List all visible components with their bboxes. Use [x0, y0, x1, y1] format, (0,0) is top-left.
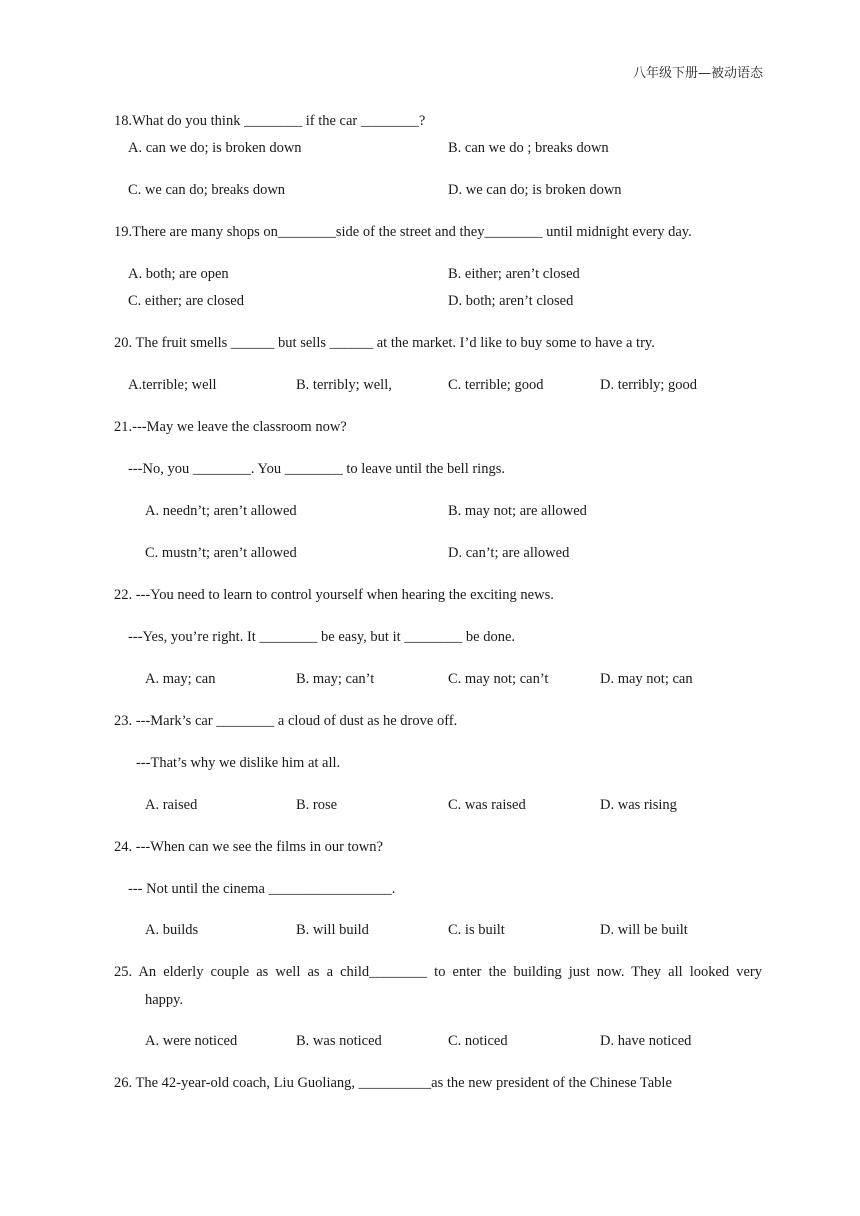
question-18-stem: 18.What do you think ________ if the car ________?: [114, 113, 426, 129]
question-21-option-a: A. needn’t; aren’t allowed: [145, 503, 297, 519]
question-18-option-d: D. we can do; is broken down: [448, 182, 622, 198]
question-25-continuation: happy.: [145, 992, 184, 1008]
question-20-option-c: C. terrible; good: [448, 377, 544, 393]
question-21-option-c: C. mustn’t; aren’t allowed: [145, 545, 297, 561]
question-25-option-d: D. have noticed: [600, 1033, 692, 1049]
page-header: 八年级下册—被动语态: [632, 66, 763, 81]
question-24-reply: --- Not until the cinema _________________.: [128, 881, 396, 897]
question-18-option-c: C. we can do; breaks down: [128, 182, 286, 198]
question-22-stem: 22. ---You need to learn to control yourself when hearing the exciting news.: [114, 587, 554, 603]
question-18-option-b: B. can we do ; breaks down: [448, 140, 609, 156]
question-23-option-b: B. rose: [296, 797, 338, 813]
question-23-reply: ---That’s why we dislike him at all.: [136, 755, 341, 771]
question-25-stem: 25. An elderly couple as well as a child________ to enter the building just now. They all looked very: [114, 964, 762, 980]
question-23-option-d: D. was rising: [600, 797, 677, 813]
question-25-option-b: B. was noticed: [296, 1033, 382, 1049]
question-20-option-d: D. terribly; good: [600, 377, 698, 393]
question-24-option-b: B. will build: [296, 922, 369, 938]
question-22-reply: ---Yes, you’re right. It ________ be easy, but it ________ be done.: [128, 629, 516, 645]
question-21-stem: 21.---May we leave the classroom now?: [114, 419, 347, 435]
question-24-option-a: A. builds: [145, 922, 199, 938]
question-19-option-b: B. either; aren’t closed: [448, 266, 580, 282]
question-24-option-d: D. will be built: [600, 922, 688, 938]
question-19-stem: 19.There are many shops on________side of the street and they________ until midnight every day.: [114, 224, 692, 240]
question-22-option-b: B. may; can’t: [296, 671, 375, 687]
question-19-option-a: A. both; are open: [128, 266, 229, 282]
question-20-option-a: A.terrible; well: [128, 377, 217, 393]
question-19-option-c: C. either; are closed: [128, 293, 244, 309]
question-21-option-b: B. may not; are allowed: [448, 503, 587, 519]
question-26-stem: 26. The 42-year-old coach, Liu Guoliang, __________as the new president of the Chinese Table: [114, 1075, 672, 1091]
question-18-option-a: A. can we do; is broken down: [128, 140, 302, 156]
question-25-option-a: A. were noticed: [145, 1033, 238, 1049]
question-19-option-d: D. both; aren’t closed: [448, 293, 574, 309]
question-22-option-c: C. may not; can’t: [448, 671, 549, 687]
question-24-stem: 24. ---When can we see the films in our town?: [114, 839, 383, 855]
question-21-option-d: D. can’t; are allowed: [448, 545, 570, 561]
question-22-option-d: D. may not; can: [600, 671, 693, 687]
question-20-option-b: B. terribly; well,: [296, 377, 392, 393]
question-25-option-c: C. noticed: [448, 1033, 508, 1049]
question-20-stem: 20. The fruit smells ______ but sells ______ at the market. I’d like to buy some to have a try.: [114, 335, 655, 351]
question-22-option-a: A. may; can: [145, 671, 216, 687]
question-23-stem: 23. ---Mark’s car ________ a cloud of dust as he drove off.: [114, 713, 458, 729]
question-21-reply: ---No, you ________. You ________ to leave until the bell rings.: [128, 461, 505, 477]
question-24-option-c: C. is built: [448, 922, 505, 938]
question-23-option-a: A. raised: [145, 797, 198, 813]
question-23-option-c: C. was raised: [448, 797, 526, 813]
